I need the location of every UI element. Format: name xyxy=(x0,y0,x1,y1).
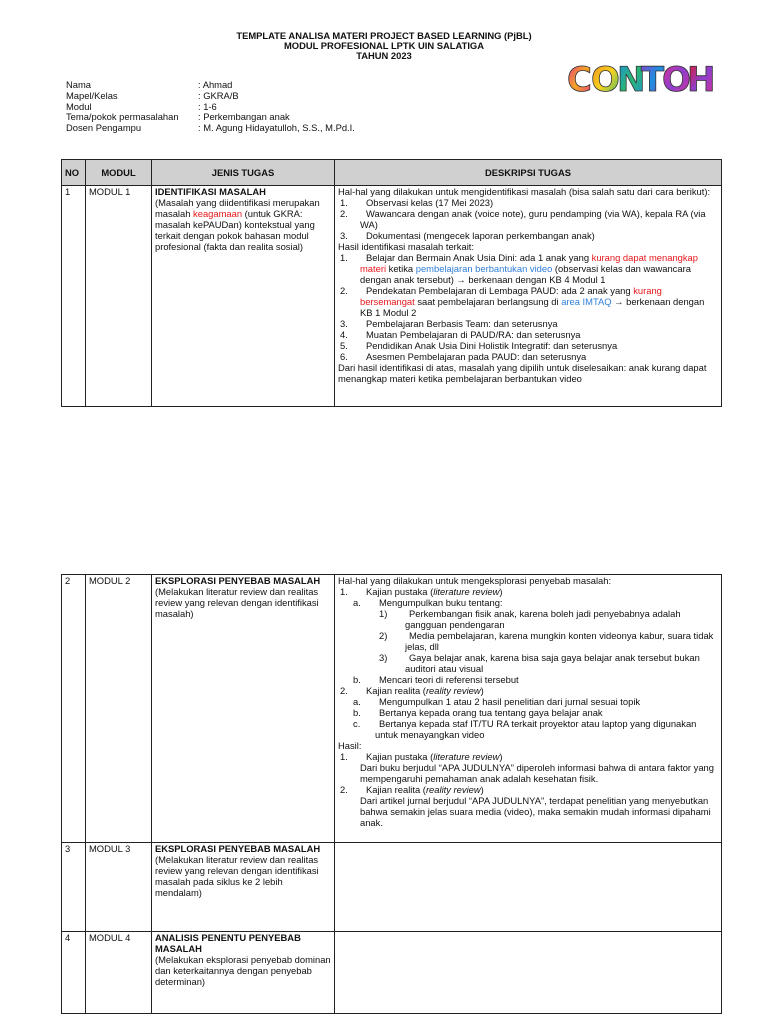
table-row xyxy=(62,932,722,1014)
result-text: Dari buku berjudul “APA JUDULNYA” diperoleh informasi bahwa di antara faktor yang mempengaruhi pemahaman anak adalah kesehatan fisik. xyxy=(360,762,714,784)
list-item: 5. Pendidikan Anak Usia Dini Holistik Integratif: dan seterusnya xyxy=(340,340,618,351)
table-header-row xyxy=(62,160,722,186)
list-item: 1. Observasi kelas (17 Mei 2023) xyxy=(340,197,494,208)
contoh-stamp xyxy=(565,57,716,100)
hasil-label: Hasil identifikasi masalah terkait: xyxy=(338,241,474,252)
task-table-part-1 xyxy=(61,159,722,407)
result-text: Dari artikel jurnal berjudul “APA JUDULNYA”, terdapat penelitian yang menyebutkan bahwa semakin jelas suara media (video), maka semakin mudah informasi dipahami anak. xyxy=(360,795,711,828)
svg-text:O: O xyxy=(662,60,691,100)
info-row-dosen: Dosen Pengampu : M. Agung Hidayatulloh, S.S., M.Pd.I. xyxy=(66,122,355,134)
jenis-description: (Melakukan literatur review dan realitas review yang relevan dengan identifikasi masalah) xyxy=(155,586,319,619)
row-jenis-tugas xyxy=(152,186,335,407)
list-item: b. Mencari teori di referensi tersebut xyxy=(353,674,519,685)
row-no: 2 xyxy=(62,575,86,843)
list-item: 6. Asesmen Pembelajaran pada PAUD: dan seterusnya xyxy=(340,351,587,362)
list-item: c. Bertanya kepada staf IT/TU RA terkait proyektor atau laptop yang digunakan untuk menayangkan video xyxy=(353,718,697,740)
jenis-description: (Melakukan literatur review dan realitas review yang relevan dengan identifikasi masalah pada siklus ke 2 lebih mendalam) xyxy=(155,854,319,898)
row-jenis-tugas xyxy=(152,932,335,1014)
row-deskripsi xyxy=(335,932,722,1014)
list-item: 1. Kajian pustaka (literature review) xyxy=(340,751,503,762)
header-modul: MODUL xyxy=(86,160,152,186)
list-item: b. Bertanya kepada orang tua tentang gaya belajar anak xyxy=(353,707,603,718)
title-line-2: MODUL PROFESIONAL LPTK UIN SALATIGA xyxy=(284,40,484,51)
info-row-modul: Modul : 1-6 xyxy=(66,100,217,112)
row-modul: MODUL 4 xyxy=(86,932,152,1014)
list-item: 2) Media pembelajaran, karena mungkin konten videonya kabur, suara tidak jelas, dll xyxy=(379,630,714,652)
row-deskripsi xyxy=(335,186,722,407)
list-item: 2. Wawancara dengan anak (voice note), guru pendamping (via WA), kepala RA (via WA) xyxy=(340,208,706,230)
row-jenis-tugas xyxy=(152,843,335,932)
list-item: 1. Belajar dan Bermain Anak Usia Dini: ada 1 anak yang kurang dapat menangkap materi ketika pembelajaran berbantukan video (observasi kelas dan wawancara dengan anak tersebut) → berkenaan dengan KB 4 Modul 1 xyxy=(340,252,698,285)
jenis-title: IDENTIFIKASI MASALAH xyxy=(155,186,266,197)
row-modul: MODUL 3 xyxy=(86,843,152,932)
list-item: 2. Kajian realita (reality review) xyxy=(340,784,484,795)
list-item: a. Mengumpulkan 1 atau 2 hasil penelitian dari jurnal sesuai topik xyxy=(353,696,641,707)
hasil-label: Hasil: xyxy=(338,740,362,751)
title-line-3: TAHUN 2023 xyxy=(356,50,412,61)
table-row xyxy=(62,575,722,843)
jenis-description: (Masalah yang diidentifikasi merupakan masalah keagamaan (untuk GKRA: masalah kePAUDan) kontekstual yang terkait dengan pokok bahasan modul profesional (fakta dan realita sosial) xyxy=(155,197,320,252)
list-item: 2. Pendekatan Pembelajaran di Lembaga PAUD: ada 2 anak yang kurang bersemangat saat pembelajaran berlangsung di area IMTAQ → berkenaan dengan KB 1 Modul 2 xyxy=(340,285,705,318)
jenis-title: ANALISIS PENENTU PENYEBAB MASALAH xyxy=(155,932,301,954)
list-item: 4. Muatan Pembelajaran di PAUD/RA: dan seterusnya xyxy=(340,329,581,340)
row-deskripsi xyxy=(335,575,722,843)
row-deskripsi xyxy=(335,843,722,932)
row-modul: MODUL 1 xyxy=(86,186,152,407)
task-table-part-2 xyxy=(61,574,722,1014)
list-item: 2. Kajian realita (reality review) xyxy=(340,685,484,696)
intro-text: Hal-hal yang dilakukan untuk mengidentifikasi masalah (bisa salah satu dari cara berikut): xyxy=(338,186,711,197)
row-no: 4 xyxy=(62,932,86,1014)
svg-text:N: N xyxy=(617,60,646,100)
row-jenis-tugas xyxy=(152,575,335,843)
list-item: a. Mengumpulkan buku tentang: xyxy=(353,597,503,608)
jenis-description: (Melakukan eksplorasi penyebab dominan dan keterkaitannya dengan penyebab determinan) xyxy=(155,954,331,987)
identity-block xyxy=(66,79,355,133)
list-item: 3. Pembelajaran Berbasis Team: dan seterusnya xyxy=(340,318,558,329)
info-row-mapel: Mapel/Kelas : GKRA/B xyxy=(66,89,239,101)
table-row xyxy=(62,186,722,407)
table-row xyxy=(62,843,722,932)
conclusion-text: Dari hasil identifikasi di atas, masalah yang dipilih untuk diselesaikan: anak kurang dapat menangkap materi ketika pembelajaran berbantukan video xyxy=(338,362,707,384)
row-no: 3 xyxy=(62,843,86,932)
info-row-tema: Tema/pokok permasalahan : Perkembangan anak xyxy=(66,111,290,123)
jenis-title: EKSPLORASI PENYEBAB MASALAH xyxy=(155,843,321,854)
list-item: 3. Dokumentasi (mengecek laporan perkembangan anak) xyxy=(340,230,595,241)
title-line-1: TEMPLATE ANALISA MATERI PROJECT BASED LEARNING (PjBL) xyxy=(236,30,532,41)
list-item: 1) Perkembangan fisik anak, karena boleh jadi penyebabnya adalah gangguan pendengaran xyxy=(379,608,681,630)
info-row-nama: Nama : Ahmad xyxy=(66,79,233,90)
row-modul: MODUL 2 xyxy=(86,575,152,843)
list-item: 3) Gaya belajar anak, karena bisa saja gaya belajar anak tersebut bukan auditori atau visual xyxy=(379,652,700,674)
intro-text: Hal-hal yang dilakukan untuk mengeksplorasi penyebab masalah: xyxy=(338,575,612,586)
header-no: NO xyxy=(62,160,86,186)
jenis-title: EKSPLORASI PENYEBAB MASALAH xyxy=(155,575,321,586)
header-deskripsi-tugas: DESKRIPSI TUGAS xyxy=(335,160,722,186)
svg-text:H: H xyxy=(687,60,716,100)
row-no: 1 xyxy=(62,186,86,407)
list-item: 1. Kajian pustaka (literature review) xyxy=(340,586,503,597)
svg-text:O: O xyxy=(591,60,620,100)
svg-text:C: C xyxy=(567,60,592,100)
header-jenis-tugas: JENIS TUGAS xyxy=(152,160,335,186)
svg-text:T: T xyxy=(641,60,665,100)
